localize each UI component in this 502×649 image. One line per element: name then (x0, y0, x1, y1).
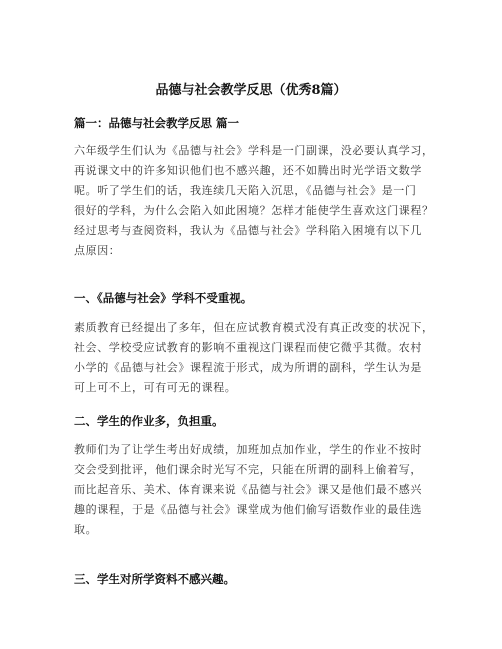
paragraph-line: 趣的课程，于是《品德与社会》课堂成为他们偷写语数作业的最佳选 (74, 503, 422, 516)
section-paragraph-1 (74, 318, 434, 398)
section-paragraph-2 (74, 440, 430, 540)
section-heading-2: 二、学生的作业多，负担重。 (74, 414, 224, 428)
paragraph-line: 社会、学校受应试教育的影响不重视这门课程而使它微乎其微。农村 (74, 341, 422, 354)
paragraph-line: 经过思考与查阅资料，我认为《品德与社会》学科陷入困境有以下几 (74, 224, 422, 237)
paragraph-line: 点原因： (74, 244, 121, 257)
paragraph-line: 教师们为了让学生考出好成绩，加班加点加作业，学生的作业不按时 (74, 443, 422, 456)
paragraph-line: 取。 (74, 523, 98, 536)
sub-title: 篇一：品德与社会教学反思 篇一 (74, 116, 240, 130)
section-heading-1: 一、《品德与社会》学科不受重视。 (74, 291, 253, 305)
paragraph-line: 交会受到批评，他们课余时光写不完，只能在所谓的副科上偷着写， (74, 463, 422, 476)
paragraph-line: 很好的学科，为什么会陷入如此困境？怎样才能使学生喜欢这门课程？ (74, 204, 434, 217)
intro-paragraph (74, 141, 434, 261)
paragraph-line: 呢。听了学生们的话，我连续几天陷入沉思，《品德与社会》是一门 (74, 184, 417, 197)
paragraph-line: 可上可不上，可有可无的课程。 (74, 381, 237, 394)
section-heading-3: 三、学生对所学资料不感兴趣。 (74, 572, 235, 586)
paragraph-line: 再说课文中的许多知识他们也不感兴趣，还不如腾出时光学语文数学 (74, 164, 422, 177)
document-title: 品德与社会教学反思（优秀8篇） (155, 83, 347, 98)
paragraph-line: 六年级学生们认为《品德与社会》学科是一门副课，没必要认真学习， (74, 144, 434, 157)
paragraph-line: 小学的《品德与社会》课程流于形式，成为所谓的副科，学生认为是 (74, 361, 422, 374)
paragraph-line: 素质教育已经提出了多年，但在应试教育模式没有真正改变的状况下， (74, 321, 434, 334)
paragraph-line: 而比起音乐、美术、体育课来说《品德与社会》课又是他们最不感兴 (74, 483, 422, 496)
